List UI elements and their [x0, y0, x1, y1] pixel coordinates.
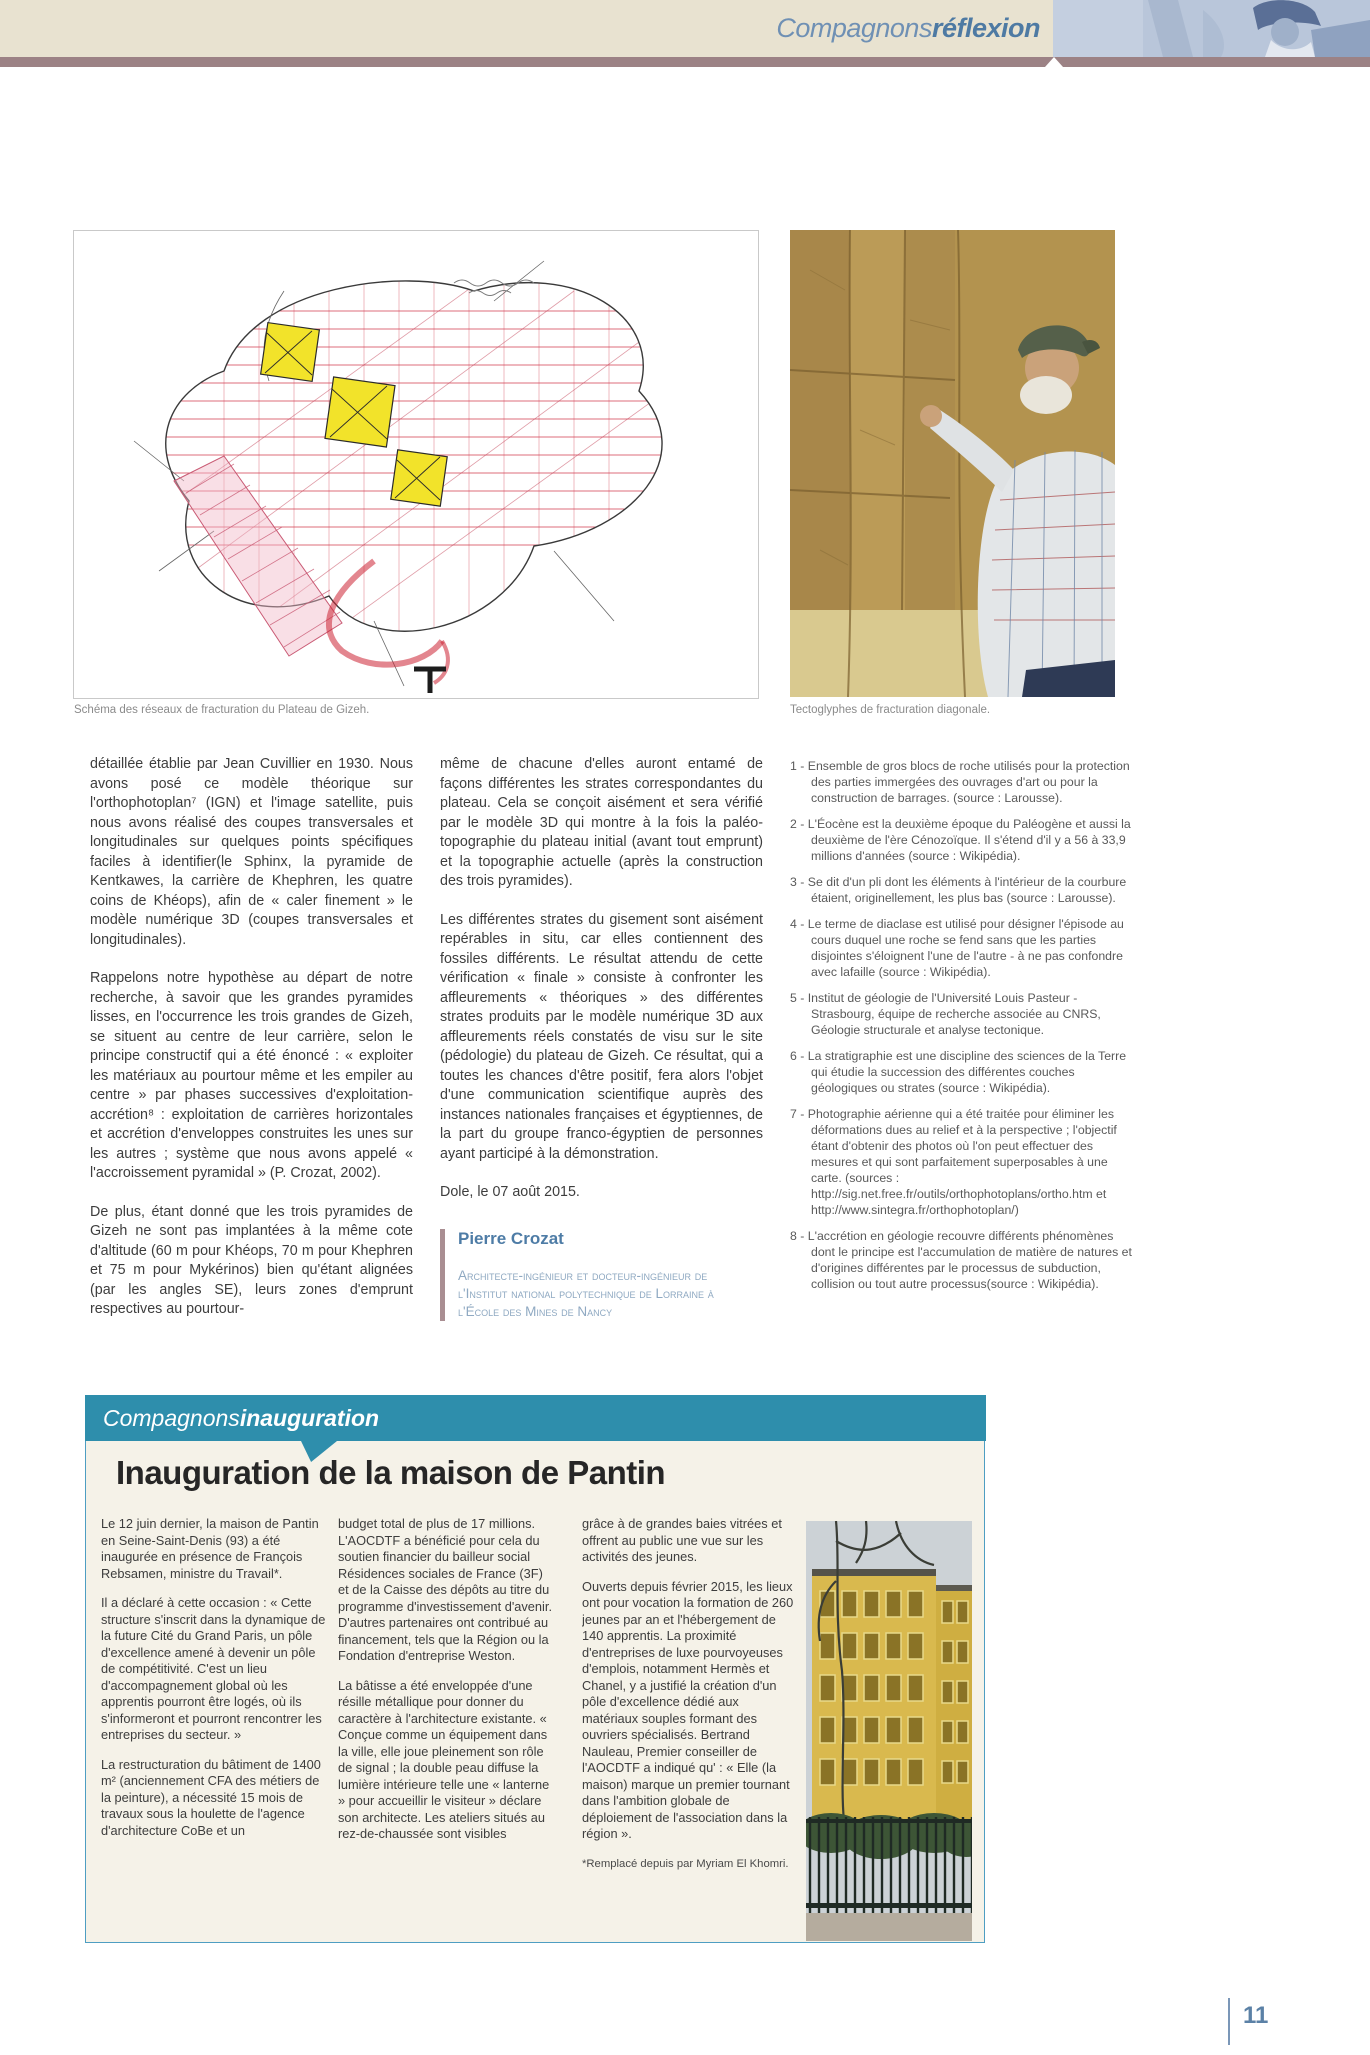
- header-brand: [0, 0, 1040, 57]
- footnote: 4 - Le terme de diaclase est utilisé pour désigner l'épisode au cours duquel une roche se fend sans que les parties disjointes s'éloignent l'une de l'autre - à ne pas confondre avec lafaille (source : Wikipédia).: [790, 917, 1124, 979]
- inauguration-paragraph: grâce à de grandes baies vitrées et offrent au public une vue sur les activités des jeunes.: [582, 1516, 782, 1564]
- fracturation-schema-figure: [73, 230, 759, 699]
- article-column-2-paragraphs: [440, 755, 763, 1164]
- author-title: Architecte-ingénieur et docteur-ingénieur de l'Institut national polytechnique de Lorraine à l'École des Mines de Nancy: [458, 1268, 714, 1319]
- fracturation-schema-drawing: [74, 231, 758, 698]
- inauguration-column-3-paragraphs: [582, 1516, 794, 1843]
- article-column-2: [440, 755, 763, 1395]
- page-number: 11: [1243, 2002, 1269, 2029]
- inauguration-column-3: [582, 1516, 794, 1928]
- footnote: 1 - Ensemble de gros blocs de roche utilisés pour la protection des parties immergées des ouvrages d'art ou pour la construction de barrages. (source : Larousse).: [790, 759, 1130, 805]
- article-paragraph: De plus, étant donné que les trois pyramides de Gizeh ne sont pas implantées à la même cote d'altitude (60 m pour Khéops, 70 m pour Khephren et 75 m pour Mykérinos) bien qu'étant alignées (par les angles SE), leurs zones d'emprunt respectives au pourtour-: [90, 1203, 413, 1317]
- inauguration-paragraph: budget total de plus de 17 millions. L'AOCDTF a bénéficié pour cela du soutien financier du bailleur social Résidences sociales de France (3F) et de la Caisse des dépôts au titre du programme d'investissement d'avenir. D'autres partenaires ont contribué au financement, tels que la Région ou la Fondation d'entreprise Weston.: [338, 1516, 552, 1663]
- inauguration-paragraph: La restructuration du bâtiment de 1400 m² (anciennement CFA des métiers de la peinture), a nécessité 15 mois de travaux sous la houlette de l'agence d'architecture CoBe et un: [101, 1756, 321, 1838]
- article-paragraph: détaillée établie par Jean Cuvillier en 1930. Nous avons posé ce modèle théorique sur l'orthophotoplan⁷ (IGN) et l'image satellite, puis nous avons réalisé des coupes transversales et longitudinales sur quelques points spécifiques faciles à identifier(le Sphinx, la pyramide de Kentkawes, la carrière de Khephren, les quatre coins de Khéops), afin de « caler finement » le modèle numérique 3D (coupes transversales et longitudinales).: [90, 756, 413, 948]
- author-block: [440, 1229, 763, 1322]
- inauguration-column-1: [101, 1516, 326, 1928]
- article-paragraph: même de chacune d'elles auront entamé de façons différentes les strates correspondantes du plateau. Cela se conçoit aisément et sera vérifié par le modèle 3D qui montre à la fois la paléo-topographie du plateau initial (avant tout emprunt) et la topographie actuelle (après la construction des trois pyramides).: [440, 756, 763, 889]
- brand-bold-text: réflexion: [931, 13, 1040, 43]
- inauguration-column-2: [338, 1516, 556, 1928]
- right-figure-caption: Tectoglyphes de fracturation diagonale.: [790, 704, 991, 716]
- page-number-rule: [1228, 1998, 1230, 2045]
- article-paragraph: Les différentes strates du gisement sont aisément repérables in situ, car elles contiennent des fossiles différents. Le résultat attendu de cette vérification « finale » consiste à confronter les affleurements « théoriques » des différentes strates produits par le modèle numérique 3D aux affleurements réels constatés de visu sur le site (pédologie) du plateau de Gizeh. Ce résultat, qui a toutes les chances d'être positif, fera alors l'objet d'une communication scientifique auprès des instances nationales françaises et égyptiennes, de la part du groupe franco-égyptien de personnes ayant participé à la démonstration.: [440, 911, 763, 1162]
- footnote: 3 - Se dit d'un pli dont les éléments à l'intérieur de la courbure étaient, originellement, les plus bas (source : Larousse).: [790, 875, 1127, 905]
- header-duotone-image: [1053, 0, 1370, 57]
- building-photo-image: [806, 1521, 972, 1941]
- footnote: 8 - L'accrétion en géologie recouvre différents phénomènes dont le principe est l'accumulation de matière de natures et d'origines différentes par le processus de subduction, collision ou tout autre processus(source : Wikipédia).: [790, 1229, 1132, 1291]
- footnotes-column: [790, 758, 1135, 1358]
- brand-light-text: Compagnons: [776, 13, 932, 43]
- footnote: 2 - L'Éocène est la deuxième époque du Paléogène et aussi la deuxième de l'ère Cénozoïque. Il s'étend d'il y a 56 à 33,9 millions d'années (source : Wikipédia).: [790, 817, 1131, 863]
- inauguration-paragraph: Il a déclaré à cette occasion : « Cette structure s'inscrit dans la dynamique de la future Cité du Grand Paris, un pôle d'excellence amené à devenir un pôle de compétitivité. C'est un lieu d'accompagnement global où les apprentis pourront être logés, où ils s'informeront et pourront rencontrer les entreprises du secteur. »: [101, 1595, 326, 1742]
- article-column-1: [90, 755, 413, 1385]
- building-photo: [806, 1521, 972, 1941]
- inauguration-paragraph: La bâtisse a été enveloppée d'une résille métallique pour donner du caractère à l'architecture existante. « Conçue comme un équipement dans la ville, elle joue pleinement son rôle de signal ; la double peau diffuse la lumière intérieure telle une « lanterne » pour accueillir le visiteur » déclare son architecte. Les ateliers situés au rez-de-chaussée sont visibles: [338, 1677, 550, 1841]
- article-paragraph: Rappelons notre hypothèse au départ de notre recherche, à savoir que les grandes pyramides lisses, en l'occurrence les trois grandes de Gizeh, se situent au centre de leur carrière, selon le principe constructif qui a été énoncé : « exploiter les matériaux au pourtour même et les empiler au centre » par phases successives d'exploitation-accrétion⁸ : exploitation de carrières horizontales et accrétion d'enveloppes construites les unes sur les autres ; système que nous avons appelé « l'accroissement pyramidal » (P. Crozat, 2002).: [90, 970, 413, 1181]
- header-rule: [0, 57, 1370, 67]
- inauguration-section: [85, 1395, 985, 1943]
- inauguration-paragraph: Ouverts depuis février 2015, les lieux ont pour vocation la formation de 260 jeunes par an et l'hébergement de 140 apprentis. La proximité d'entreprises de luxe pourvoyeuses d'emplois, notamment Hermès et Chanel, y a justifié la création d'un pôle d'excellence dédié aux matériaux souples formant des ouvriers spécialisés. Bertrand Nauleau, Premier conseiller de l'AOCDTF a indiqué qu' : « Elle (la maison) marque un premier tournant dans l'ambition globale de déploiement de l'association dans la région ».: [582, 1578, 794, 1841]
- replacement-note: *Remplacé depuis par Myriam El Khomri.: [582, 1857, 789, 1870]
- tectoglyphs-photo-image: [790, 230, 1115, 697]
- dateline: Dole, le 07 août 2015.: [440, 1184, 580, 1200]
- banner-bold-text: inauguration: [239, 1404, 380, 1431]
- inauguration-headline: Inauguration de la maison de Pantin: [116, 1454, 666, 1491]
- author-name: Pierre Crozat: [458, 1228, 564, 1248]
- header-notch: [1045, 57, 1063, 67]
- tectoglyphs-photo: [790, 230, 1115, 697]
- left-figure-caption: Schéma des réseaux de fracturation du Plateau de Gizeh.: [74, 704, 370, 716]
- footnote: 6 - La stratigraphie est une discipline des sciences de la Terre qui étudie la succession des différentes couches géologiques ou strates (source : Wikipédia).: [790, 1049, 1127, 1095]
- header-photo: [1053, 0, 1370, 57]
- inauguration-banner: [85, 1395, 986, 1441]
- inauguration-paragraph: Le 12 juin dernier, la maison de Pantin en Seine-Saint-Denis (93) a été inaugurée en présence de François Rebsamen, ministre du Travail*.: [101, 1516, 319, 1581]
- banner-light-text: Compagnons: [103, 1404, 240, 1431]
- footnote: 7 - Photographie aérienne qui a été traitée pour éliminer les déformations dues au relief et à la perspective ; l'objectif étant d'obtenir des photos où l'on peut effectuer des mesures et qui sont parfaitement superposables à une carte. (sources : http://sig.net.free.fr/outils/orthophotoplans/ortho.htm et http://www.sintegra.fr/orthophotoplan/): [790, 1107, 1117, 1217]
- footnote: 5 - Institut de géologie de l'Université Louis Pasteur - Strasbourg, équipe de recherche associée au CNRS, Géologie structurale et analyse tectonique.: [790, 991, 1101, 1037]
